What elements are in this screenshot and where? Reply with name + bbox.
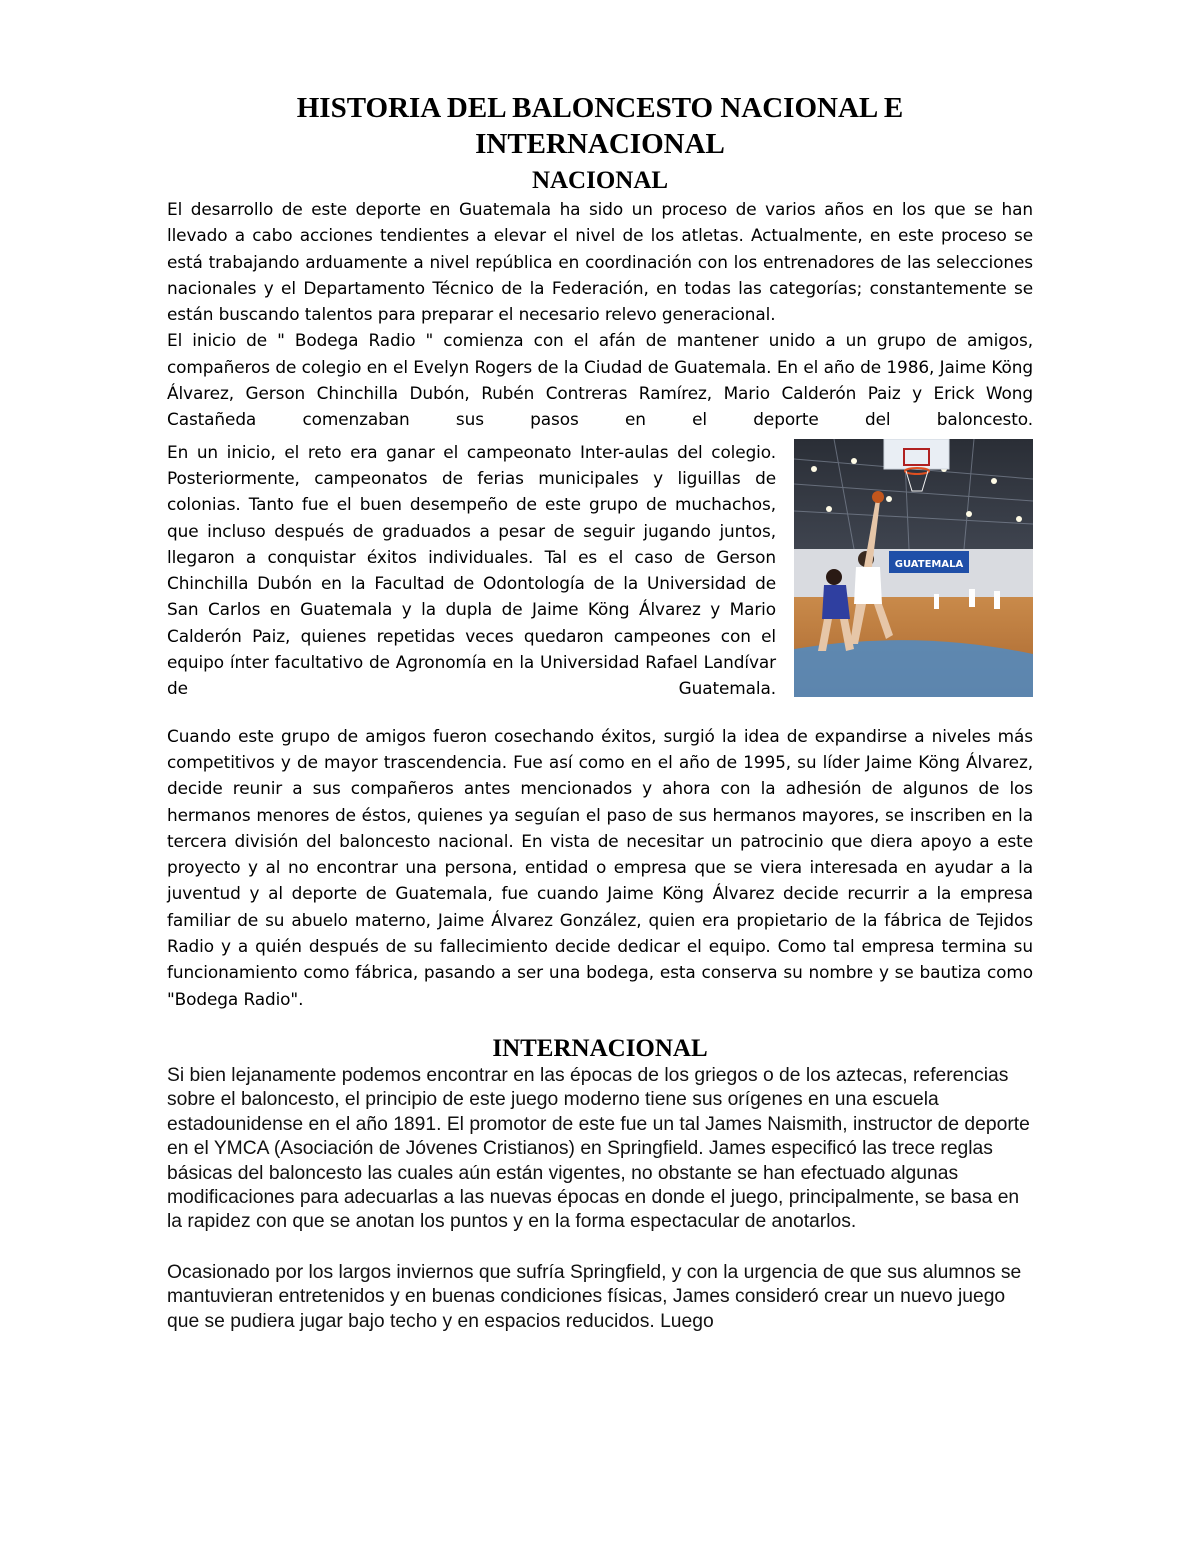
paragraph-gap xyxy=(167,1235,1033,1261)
internacional-paragraph-2: Ocasionado por los largos inviernos que sufría Springfield, y con la urgencia de que sus alumnos se mantuvieran entretenidos y en buenas condiciones físicas, James consideró crear un nuevo juego que se pudiera jugar bajo techo y en espacios reducidos. Luego xyxy=(167,1261,1022,1332)
nacional-paragraph-4: Cuando este grupo de amigos fueron cosechando éxitos, surgió la idea de expandirse a niveles más competitivos y de mayor trascendencia. Fue así como en el año de 1995, su líder Jaime Köng Álvarez, decide reunir a sus compañeros antes mencionados y ahora con la adhesión de algunos de los hermanos menores de éstos, quienes ya seguían el paso de sus hermanos mayores, se inscriben en la tercera división del baloncesto nacional. En vista de necesitar un patrocinio que diera apoyo a este proyecto y al no encontrar una persona, entidad o empresa que se viera interesada en ayudar a la juventud y al deporte de Guatemala, fue cuando Jaime Köng Álvarez decide recurrir a la empresa familiar de su abuelo materno, Jaime Álvarez González, quien era propietario de la fábrica de Tejidos Radio y a quién después de su fallecimiento decide dedicar el equipo. Como tal empresa termina su funcionamiento como fábrica, pasando a ser una bodega, esta conserva su nombre y se bautiza como "Bodega Radio". xyxy=(167,725,1033,1009)
nacional-paragraph-3: En un inicio, el reto era ganar el campeonato Inter-aulas del colegio. Posteriormente, campeonatos de ferias municipales y liguillas de colonias. Tanto fue el buen desempeño de este grupo de muchachos, que incluso después de graduados a pesar de seguir jugando juntos, llegaron a conquistar éxitos individuales. Tal es el caso de Gerson Chinchilla Dubón en la Facultad de Odontología de la Universidad de San Carlos en Guatemala y la dupla de Jaime Köng Álvarez y Mario Calderón Paiz, quienes repetidas veces quedaron campeones con el equipo ínter facultativo de Agronomía en la Universidad Rafael Landívar de Guatemala. xyxy=(167,441,776,699)
photo-section xyxy=(167,433,1033,723)
document-title xyxy=(167,90,1033,162)
basketball-photo xyxy=(794,439,1033,697)
document-page xyxy=(167,90,1033,1334)
nacional-paragraph-1: El desarrollo de este deporte en Guatemala ha sido un proceso de varios años en los que se han llevado a cabo acciones tendientes a elevar el nivel de los atletas. Actualmente, en este proceso se está trabajando arduamente a nivel república en coordinación con los entrenadores de las selecciones nacionales y el Departamento Técnico de la Federación, en todas las categorías; constantemente se están buscando talentos para preparar el necesario relevo generacional. xyxy=(167,199,1033,325)
heading-nacional: NACIONAL xyxy=(531,167,669,194)
heading-internacional: INTERNACIONAL xyxy=(492,1034,708,1062)
photo-banner-text: GUATEMALA xyxy=(894,558,964,570)
nacional-paragraph-2: El inicio de " Bodega Radio " comienza con el afán de mantener unido a un grupo de amigos, compañeros de colegio en el Evelyn Rogers de la Ciudad de Guatemala. En el año de 1986, Jaime Köng Álvarez, Gerson Chinchilla Dubón, Rubén Contreras Ramírez, Mario Calderón Paiz y Erick Wong Castañeda comenzaban sus pasos en el deporte del baloncesto. xyxy=(167,330,1033,430)
title-line-2: INTERNACIONAL xyxy=(475,128,725,160)
internacional-paragraph-1: Si bien lejanamente podemos encontrar en las épocas de los griegos o de los aztecas, referencias sobre el baloncesto, el principio de este juego moderno tiene sus orígenes en una escuela estadounidense en el año 1891. El promotor de este fue un tal James Naismith, instructor de deporte en el YMCA (Asociación de Jóvenes Cristianos) en Springfield. James especificó las trece reglas básicas del baloncesto las cuales aún están vigentes, no obstante se han efectuado algunas modificaciones para adecuarlas a las nuevas épocas en donde el juego, principalmente, se basa en la rapidez con que se anotan los puntos y en la forma espectacular de anotarlos. xyxy=(167,1064,1030,1233)
title-line-1: HISTORIA DEL BALONCESTO NACIONAL E xyxy=(296,92,904,124)
